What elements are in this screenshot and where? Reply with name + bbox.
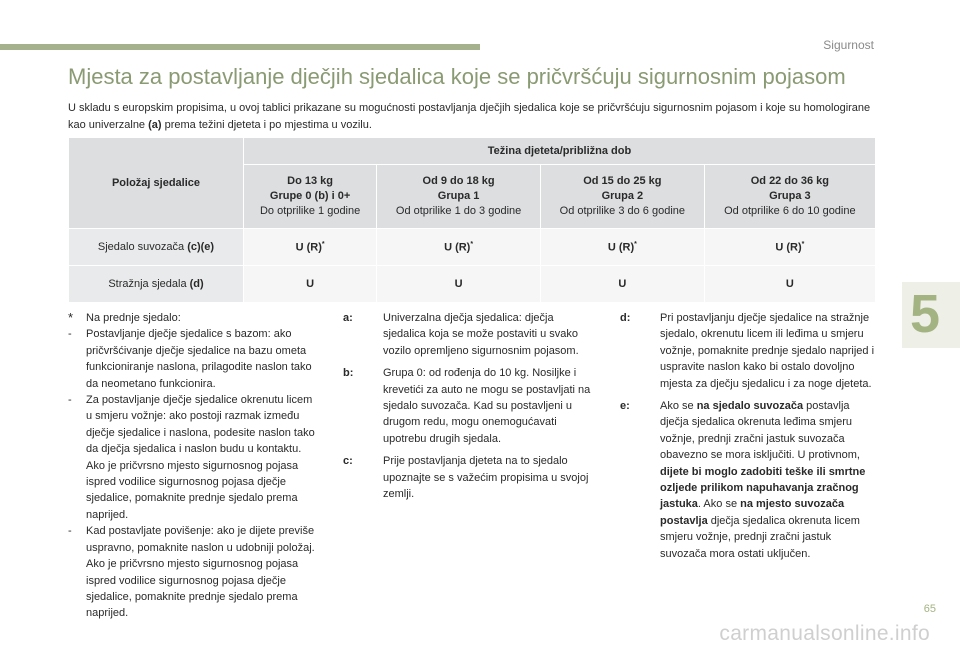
header-accent-bar [0,44,480,50]
row-label-rear-seats: Stražnja sjedala (d) [69,266,244,303]
definition-e: e: Ako se na sjedalo suvozača postavlja dječja sjedalica okrenuta leđima smjeru vožnje, prednji zračni jastuk suvozača obavezno se mora isključiti. U protivnom, dijete bi moglo zadobiti teške ili smrtne ozljede prilikom napuhavanja zračnog jastuka. Ako se na mjesto suvozača postavlja dječja sjedalica okrenuta licem smjeru vožnje, prednji zračni jastuk suvozača mora ostati uključen. [620,400,866,560]
table-cell: U [377,266,541,303]
section-label: Sigurnost [823,38,874,52]
table-cell: U (R)* [244,229,377,266]
column-header: Od 15 do 25 kg Grupa 2 Od otprilike 3 do 6 godine [540,165,704,229]
table-cell: U (R)* [540,229,704,266]
column-header: Od 9 do 18 kg Grupa 1 Od otprilike 1 do 3 godine [377,165,541,229]
table-cell: U (R)* [377,229,541,266]
definition-d: d: Pri postavljanju dječje sjedalice na stražnje sjedalo, okrenutu licem ili leđima u smjeru vožnje, pomaknite prednje sjedalo naprijed i uspravite naslon kako bi ostalo dovoljno mjesta za dječju sjedalicu i za noge djeteta. [620,312,875,390]
child-seat-table [68,137,876,303]
footnote-item: Za postavljanje dječje sjedalice okrenutu licem u smjeru vožnje: ako postoji razmak između dječje sjedalice i naslona, podesite naslon tako da dječja sjedalica i naslon budu u kontaktu. Ako je pričvrsno mjesto sigurnosnog pojasa ispred vodilice sigurnosnog pojasa dječje sjedalice, pomaknite prednje sjedalo prema naprijed. [86,394,315,521]
table-cell: U [704,266,875,303]
intro-text: U skladu s europskim propisima, u ovoj tablici prikazane su mogućnosti postavljanja dječjih sjedalica koje se pričvršćuju sigurnosnim pojasom i koje su homologirane kao univerzalne (a) prema težini djeteta i po mjestima u vozilu. [68,102,871,131]
page-title: Mjesta za postavljanje dječjih sjedalica koje se pričvršćuju sigurnosnim pojasom [68,64,846,89]
column-header: Do 13 kg Grupe 0 (b) i 0+ Do otprilike 1 godine [244,165,377,229]
table-cell: U [540,266,704,303]
page-number: 65 [923,603,936,615]
footnote-mark: * [68,310,74,325]
chapter-number: 5 [909,284,940,344]
footnote-column: * Na prednje sjedalo: - Postavljanje dječje sjedalice s bazom: ako pričvršćivanje dječje sjedalice na bazu ometa funkcioniranje naslona, prilagodite naslon tako da neometano funkcionira. - Za postavljanje dječje sjedalice okrenutu licem u smjeru vožnje: ako postoji razmak između dječje sjedalice i naslona, podesite naslon tako da dječja sjedalica i naslon budu u kontaktu. Ako je pričvrsno mjesto sigurnosnog pojasa ispred vodilice sigurnosnog pojasa dječje sjedalice, pomaknite prednje sjedalo prema naprijed. - Kad postavljate povišenje: ako je dijete previše uspravno, pomaknite naslon u udobniji položaj. Ako je pričvrsno mjesto sigurnosnog pojasa ispred vodilice sigurnosnog pojasa dječje sjedalice, pomaknite prednje sjedalo prema naprijed. [68,310,318,622]
table-cell: U (R)* [704,229,875,266]
definitions-column-2 [620,310,880,568]
definitions-column-1 [343,310,598,508]
definition-b: b: Grupa 0: od rođenja do 10 kg. Nosiljke i krevetići za auto ne mogu se postavljati na sjedalo suvozača. Kad su postavljeni u drugom redu, mogu onemogućavati upotrebu drugih sjedala. [343,367,591,445]
row-label-front-passenger: Sjedalo suvozača (c)(e) [69,229,244,266]
definition-a: a: Univerzalna dječja sjedalica: dječja sjedalica koja se može postaviti u svako vozilo opremljeno sigurnosnim pojasom. [343,312,579,357]
footnote-item: Postavljanje dječje sjedalice s bazom: ako pričvršćivanje dječje sjedalice na bazu ometa funkcioniranje naslona, prilagodite naslon tako da neometano funkcionira. [86,328,312,390]
watermark: carmanualsonline.info [719,622,930,645]
weight-age-header: Težina djeteta/približna dob [244,138,876,165]
footnote-heading: Na prednje sjedalo: [86,312,181,324]
column-header: Od 22 do 36 kg Grupa 3 Od otprilike 6 do 10 godine [704,165,875,229]
row-header-cell: Položaj sjedalice [69,138,244,229]
definition-c: c: Prije postavljanja djeteta na to sjedalo upoznajte se s važećim propisima u svojoj zemlji. [343,455,589,501]
table-cell: U [244,266,377,303]
footnote-item: Kad postavljate povišenje: ako je dijete previše uspravno, pomaknite naslon u udobniji položaj. Ako je pričvrsno mjesto sigurnosnog pojasa ispred vodilice sigurnosnog pojasa dječje sjedalice, pomaknite prednje sjedalo prema naprijed. [86,525,315,620]
